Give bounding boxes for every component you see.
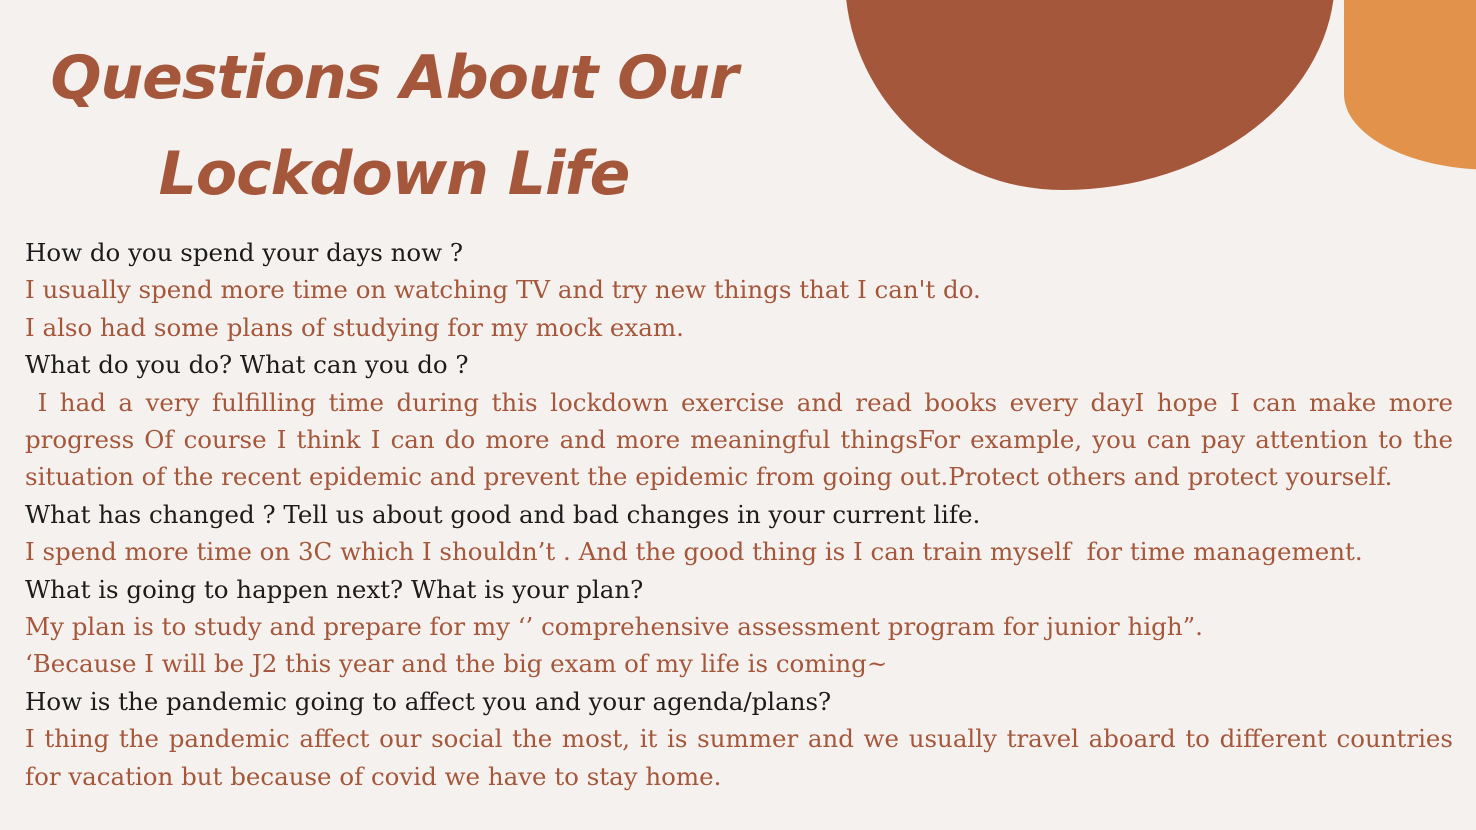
question-1: How do you spend your days now ? — [25, 238, 464, 267]
question-3: What has changed ? Tell us about good and bad changes in your current life. — [25, 499, 981, 529]
question-4: What is going to happen next? What is your plan? — [25, 574, 644, 604]
answer-2: I had a very fulfilling time during this lockdown exercise and read books every dayI hope I can make more progress Of course I think I can do more and more meaningful thingsFor example, you can pay attention to the situation of the recent epidemic and prevent the epidemic from going out.Protect others and protect yourself. — [25, 387, 1461, 492]
answer-5: I thing the pandemic affect our social the most, it is summer and we usually travel aboard to different countries for vacation but because of covid we have to stay home. — [25, 724, 1453, 791]
answer-4a: My plan is to study and prepare for my ‘’ comprehensive assessment program for junior high”. — [25, 612, 1203, 642]
answer-4b: ‘Because I will be J2 this year and the big exam of my life is coming~ — [25, 649, 888, 679]
decorative-orange-shape — [1344, 0, 1476, 170]
answer-1a: I usually spend more time on watching TV and try new things that I can't do. — [25, 275, 981, 305]
decorative-brown-shape — [845, 0, 1335, 190]
question-2: What do you do? What can you do ? — [25, 350, 469, 380]
page-title — [24, 30, 764, 222]
question-5: How is the pandemic going to affect you and your agenda/plans? — [25, 686, 832, 716]
qa-content — [25, 234, 1461, 795]
title-line-2: Lockdown Life — [158, 139, 630, 209]
title-line-1: Questions About Our — [50, 43, 738, 113]
answer-1b: I also had some plans of studying for my mock exam. — [25, 312, 684, 342]
answer-3: I spend more time on 3C which I shouldn’t . And the good thing is I can train myself for time management. — [25, 537, 1363, 567]
